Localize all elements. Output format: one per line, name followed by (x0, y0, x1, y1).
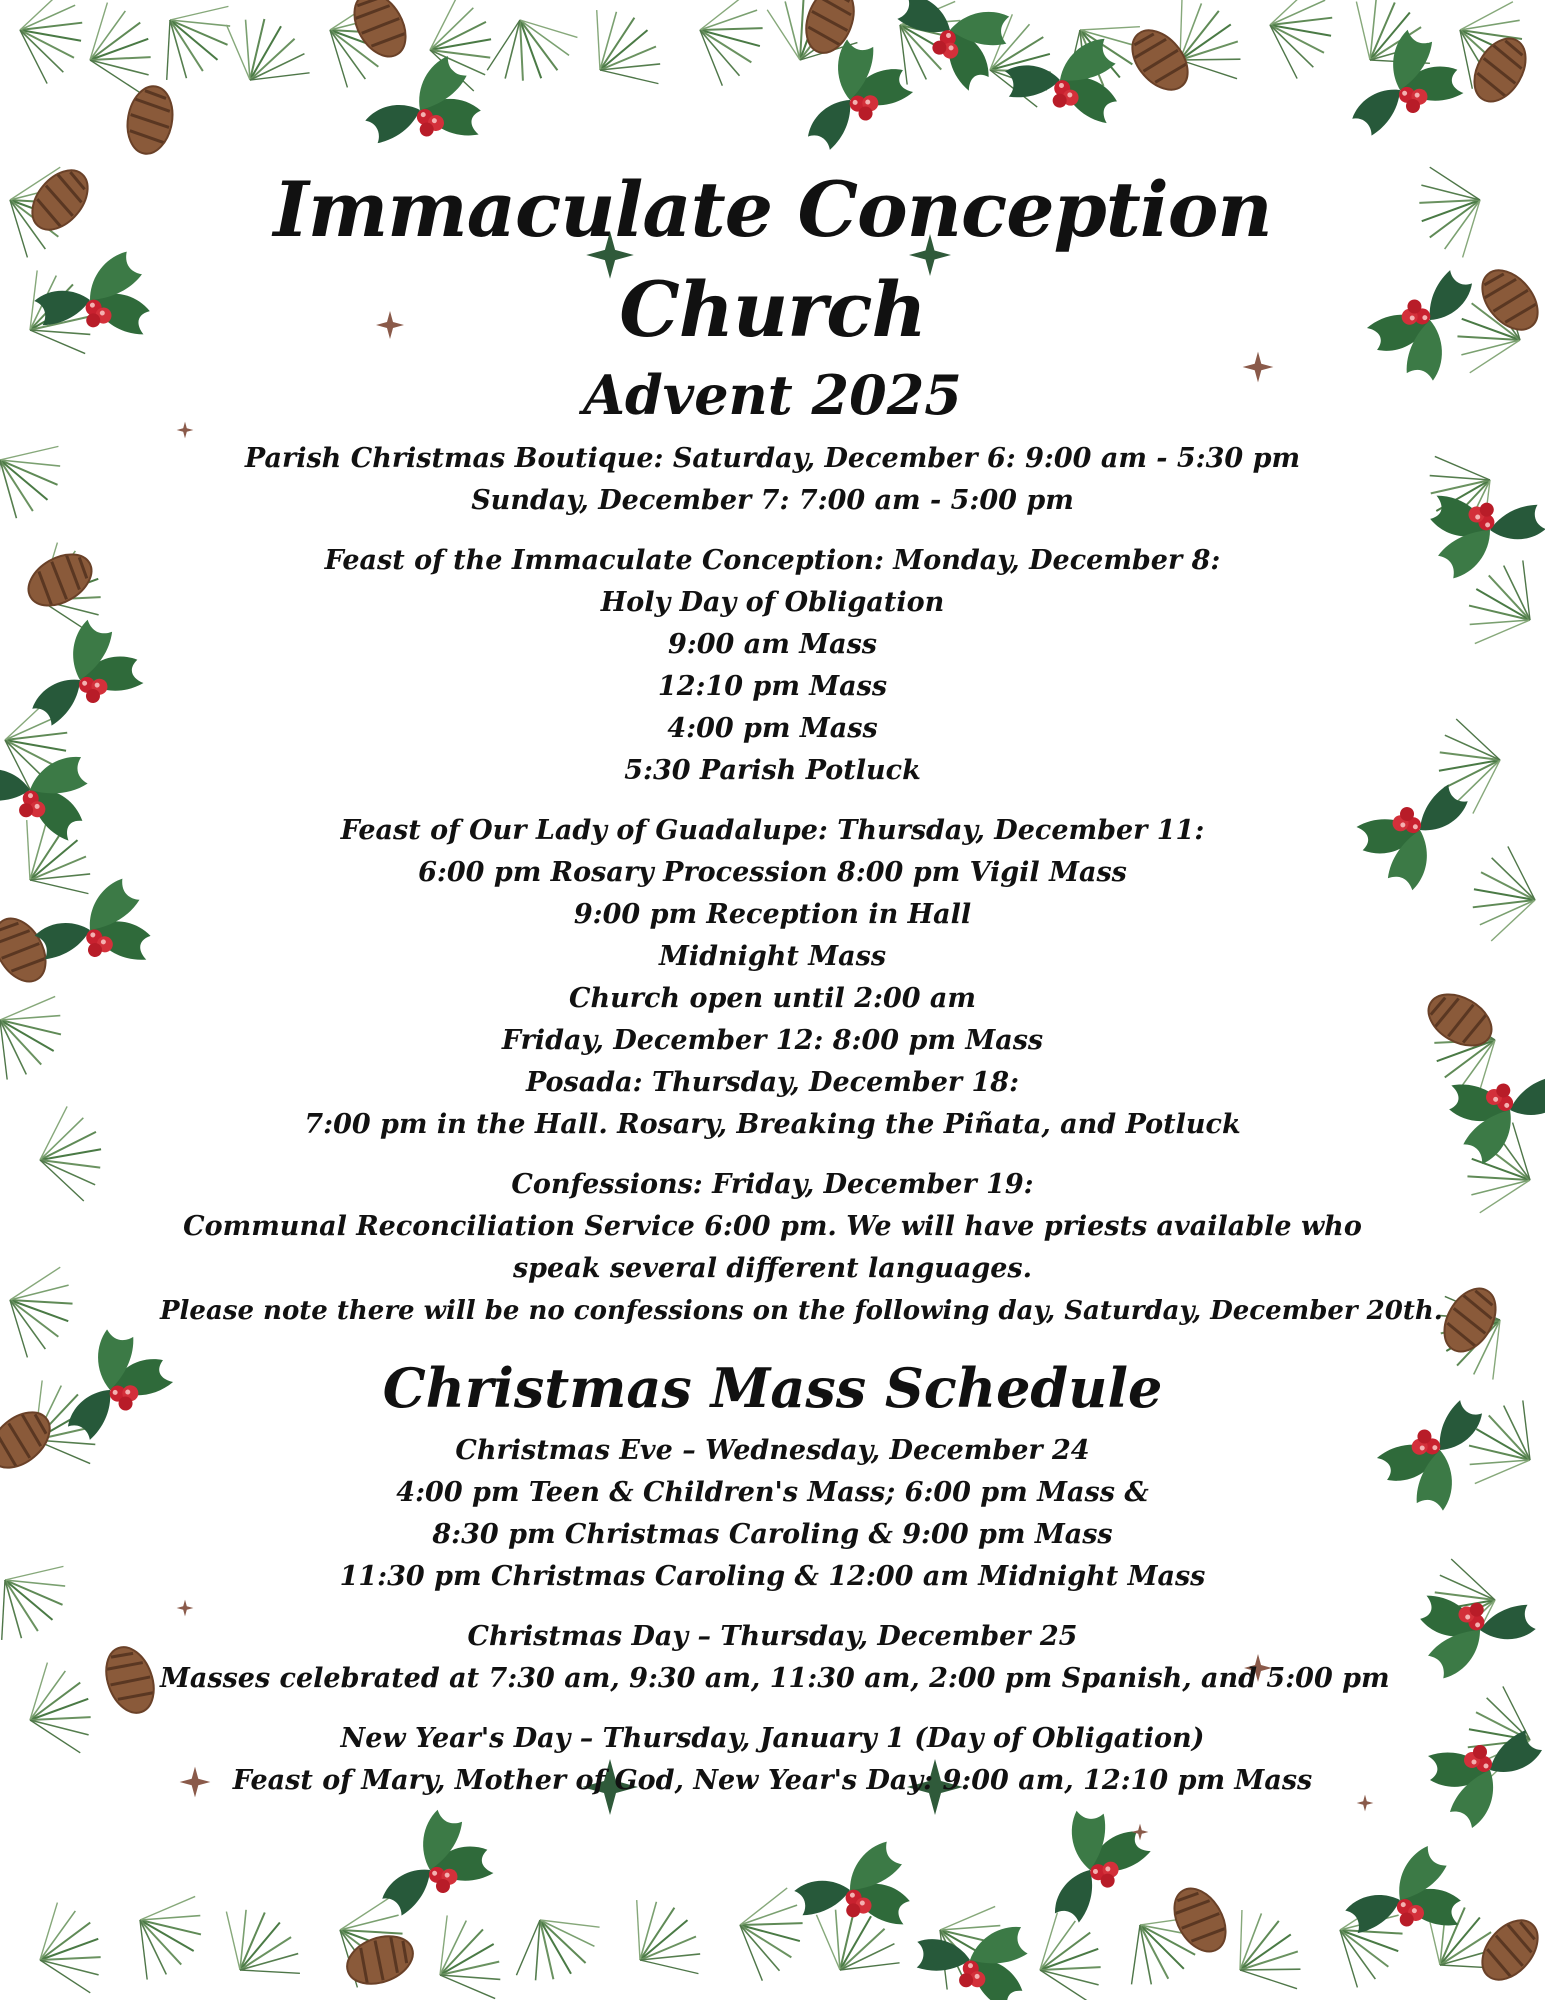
confessions-block (160, 1164, 1443, 1332)
christmas-schedule-title: Christmas Mass Schedule (382, 1356, 1163, 1420)
block-line: Posada: Thursday, December 18: (525, 1067, 1020, 1098)
block-line: Midnight Mass (658, 941, 887, 972)
block-line: 7:00 pm in the Hall. Rosary, Breaking the Piñata, and Potluck (304, 1109, 1241, 1140)
block-line: Friday, December 12: 8:00 pm Mass (501, 1025, 1044, 1056)
flyer-content (160, 150, 1443, 1820)
new-years-block (160, 1718, 1385, 1802)
block-line: 8:30 pm Christmas Caroling & 9:00 pm Mass (432, 1519, 1113, 1550)
christmas-day-block (160, 1616, 1390, 1700)
block-line: Holy Day of Obligation (600, 587, 945, 618)
block-line: 6:00 pm Rosary Procession 8:00 pm Vigil Mass (418, 857, 1127, 888)
block-line: Please note there will be no confessions on the following day, Saturday, December 20th. (160, 1296, 1443, 1326)
advent-subtitle: Advent 2025 (583, 363, 962, 427)
block-line: 9:00 am Mass (668, 629, 877, 660)
block-line: 9:00 pm Reception in Hall (573, 899, 972, 930)
block-line: Christmas Eve – Wednesday, December 24 (455, 1435, 1090, 1466)
block-line: Feast of Our Lady of Guadalupe: Thursday, December 11: (340, 815, 1205, 846)
block-line: Masses celebrated at 7:30 am, 9:30 am, 11:30 am, 2:00 pm Spanish, and 5:00 pm (160, 1663, 1390, 1694)
boutique-block (160, 438, 1385, 522)
block-line: 5:30 Parish Potluck (624, 755, 921, 786)
block-line: New Year's Day – Thursday, January 1 (Day of Obligation) (340, 1723, 1205, 1754)
block-line: Confessions: Friday, December 19: (511, 1169, 1034, 1200)
block-line: Feast of the Immaculate Conception: Monday, December 8: (324, 545, 1221, 576)
block-line: 12:10 pm Mass (657, 671, 888, 702)
block-line: Sunday, December 7: 7:00 am - 5:00 pm (471, 485, 1074, 516)
guadalupe-block (160, 810, 1385, 1146)
church-title: Immaculate Conception Church (273, 165, 1272, 354)
block-line: Christmas Day – Thursday, December 25 (467, 1621, 1078, 1652)
block-line: 4:00 pm Teen & Children's Mass; 6:00 pm Mass & (396, 1477, 1149, 1508)
block-line: Church open until 2:00 am (569, 983, 976, 1014)
christmas-eve-block (160, 1430, 1385, 1598)
immaculate-conception-block (160, 540, 1385, 792)
block-line: Feast of Mary, Mother of God, New Year's Day: 9:00 am, 12:10 pm Mass (232, 1765, 1313, 1796)
block-line: 11:30 pm Christmas Caroling & 12:00 am Midnight Mass (339, 1561, 1206, 1592)
block-line: speak several different languages. (512, 1253, 1033, 1284)
block-line: Parish Christmas Boutique: Saturday, December 6: 9:00 am - 5:30 pm (244, 443, 1301, 474)
block-line: 4:00 pm Mass (667, 713, 878, 744)
block-line: Communal Reconciliation Service 6:00 pm. We will have priests available who (183, 1211, 1362, 1242)
